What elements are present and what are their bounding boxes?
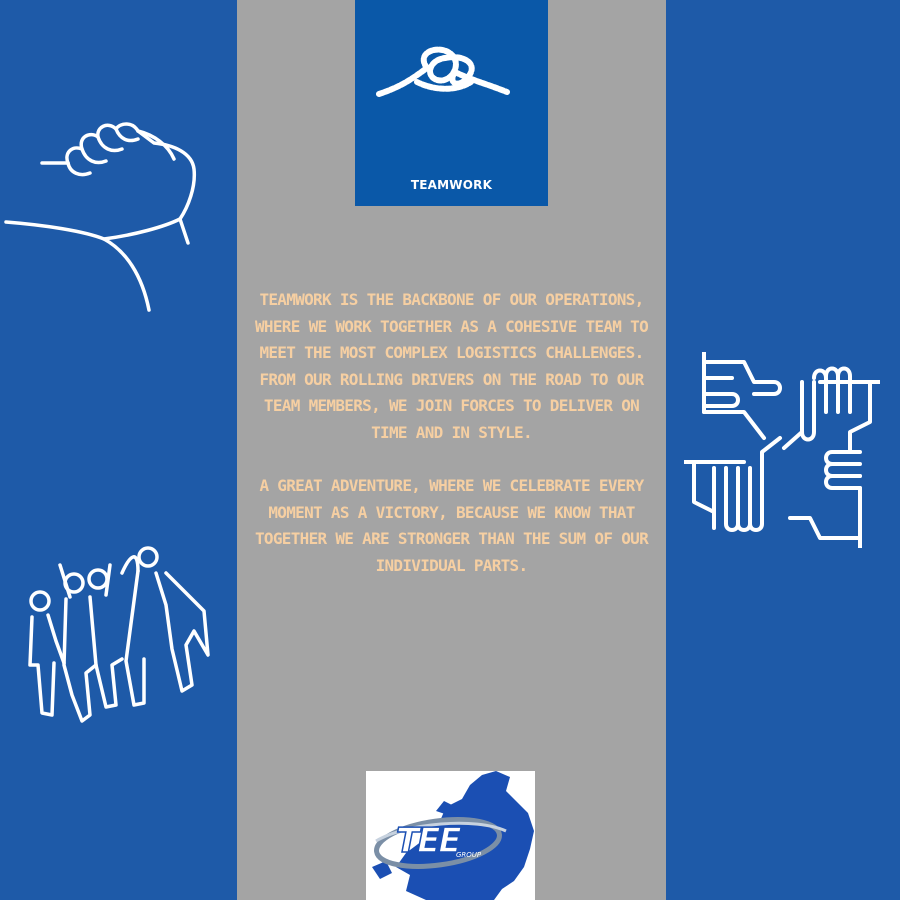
handshake-icon [4, 115, 204, 315]
body-text [244, 287, 659, 580]
teamwork-badge [355, 0, 548, 206]
knot-icon [355, 0, 548, 206]
paragraph-2: A GREAT ADVENTURE, WHERE WE CELEBRATE EVERY MOMENT AS A VICTORY, BECAUSE WE KNOW THAT TOGETHER WE ARE STRONGER THAN THE SUM OF OUR INDIVIDUAL PARTS. [254, 476, 649, 575]
team-people-icon [26, 545, 212, 723]
logo-text: TEE [396, 821, 460, 861]
tee-group-logo [366, 771, 535, 900]
paragraph-1: TEAMWORK IS THE BACKBONE OF OUR OPERATIONS, WHERE WE WORK TOGETHER AS A COHESIVE TEAM TO MEET THE MOST COMPLEX LOGISTICS CHALLENGES. FROM OUR ROLLING DRIVERS ON THE ROAD TO OUR TEAM MEMBERS, WE JOIN FORCES TO DELIVER ON TIME AND IN STYLE. [254, 290, 649, 442]
united-hands-icon [684, 352, 880, 548]
badge-label: TEAMWORK [410, 178, 493, 192]
logo-subtext: GROUP [456, 851, 482, 859]
